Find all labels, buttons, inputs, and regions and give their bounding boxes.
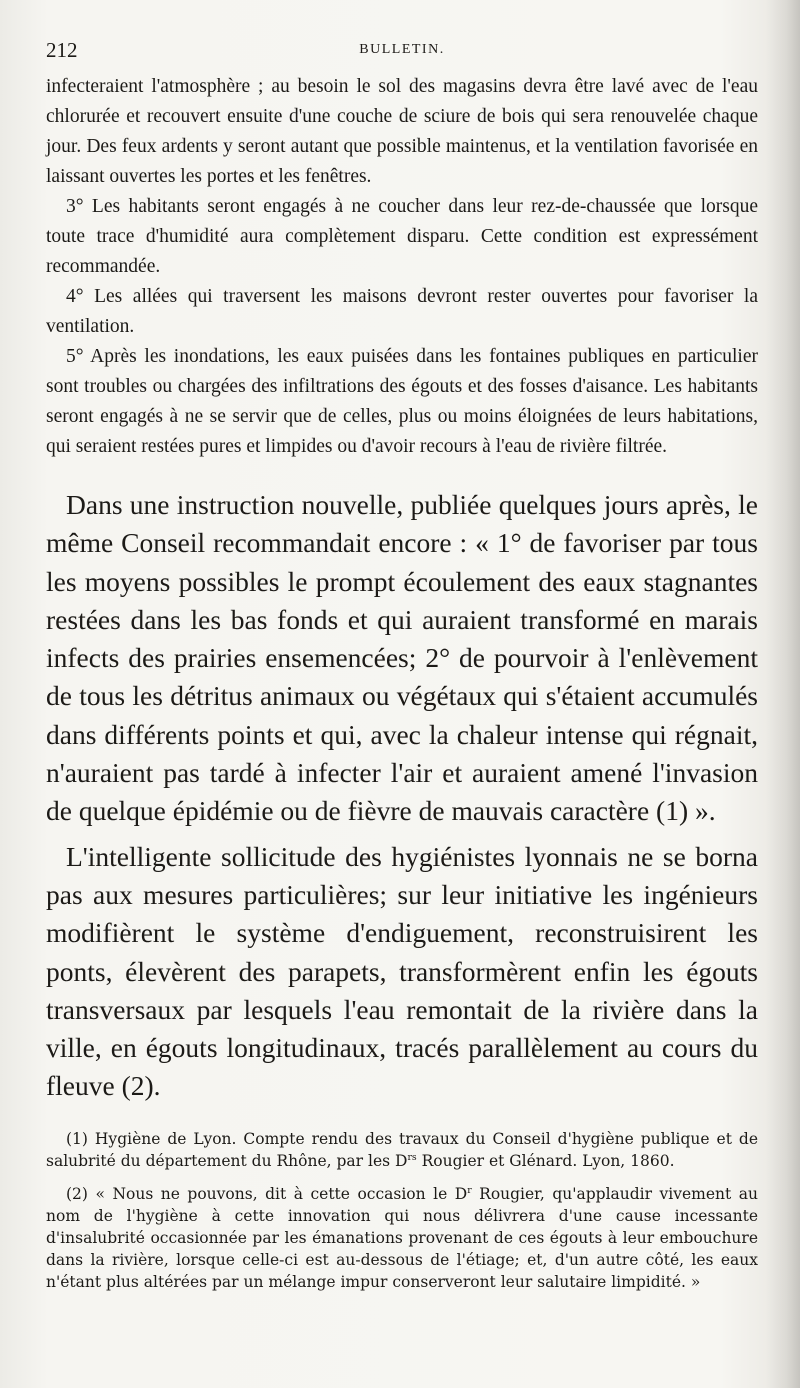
page-edge-shadow [766,0,800,1388]
footnote-1-superscript: rs [407,1151,417,1163]
body-text [46,486,758,1106]
page-content [46,72,758,1304]
footnote-1-text: (1) Hygiène de Lyon. Compte rendu des travaux du Conseil d'hygiène publique et de salubrité du département du Rhône, par les D [46,1129,758,1170]
instruction-item-3: 3° Les habitants seront engagés à ne coucher dans leur rez-de-chaussée que lorsque toute trace d'humidité aura complètement disparu. Cette condition est expressément recommandée. [46,196,758,277]
running-title: BULLETIN. [359,42,445,57]
footnote-2-text: (2) « Nous ne pouvons, dit à cette occasion le D [66,1184,468,1203]
footnotes [46,1128,758,1293]
running-head [46,38,758,68]
footnote-2 [46,1183,758,1293]
footnote-1 [46,1128,758,1172]
instruction-item-4: 4° Les allées qui traversent les maisons devront rester ouvertes pour favoriser la ventilation. [46,286,758,337]
instruction-item-5: 5° Après les inondations, les eaux puisées dans les fontaines publiques en particulier sont troubles ou chargées des infiltrations des égouts et des fosses d'aisance. Les habitants seront engagés à ne se servir que de celles, plus ou moins éloignées de leurs habitations, qui seraient restées pures et limpides ou d'avoir recours à l'eau de rivière filtrée. [46,346,758,457]
instruction-list [46,72,758,462]
page-number: 212 [46,38,78,62]
footnote-2-text-end: Rougier, qu'applaudir vivement au nom de l'hygiène à cette innovation qui nous délivrera d'une cause incessante d'insalubrité occasionnée par les émanations provenant de ces égouts à leur embouchure dans la rivière, lorsque celle-ci est au-dessous de l'étiage; et, d'un autre côté, les eaux n'étant plus altérées par un mélange impur conserveront leur salutaire limpidité. » [46,1184,758,1291]
body-paragraph: L'intelligente sollicitude des hygiénistes lyonnais ne se borna pas aux mesures particulières; sur leur initiative les ingénieurs modifièrent le système d'endiguement, reconstruisirent les ponts, élevèrent des parapets, transformèrent enfin les égouts transversaux par lesquels l'eau remontait de la rivière dans la ville, en égouts longitudinaux, tracés parallèlement au cours du fleuve (2). [46,840,758,1102]
body-paragraph: Dans une instruction nouvelle, publiée quelques jours après, le même Conseil recommandait encore : « 1° de favoriser par tous les moyens possibles le prompt écoulement des eaux stagnantes restées dans les bas fonds et qui auraient transformé en marais infects des prairies ensemencées; 2° de pourvoir à l'enlèvement de tous les détritus animaux ou végétaux qui s'étaient accumulés dans différents points et qui, avec la chaleur intense qui régnait, n'auraient pas tardé à infecter l'air et auraient amené l'invasion de quelque épidémie ou de fièvre de mauvais caractère (1) ». [46,489,758,827]
footnote-1-text-end: Rougier et Glénard. Lyon, 1860. [416,1151,675,1170]
footnote-2-superscript: r [467,1184,472,1196]
instruction-continuation: infecteraient l'atmosphère ; au besoin le sol des magasins devra être lavé avec de l'eau chlorurée et recouvert ensuite d'une couche de sciure de bois qui sera renouvelée chaque jour. Des feux ardents y seront autant que possible maintenus, et la ventilation favorisée en laissant ouvertes les portes et les fenêtres. [46,76,758,187]
